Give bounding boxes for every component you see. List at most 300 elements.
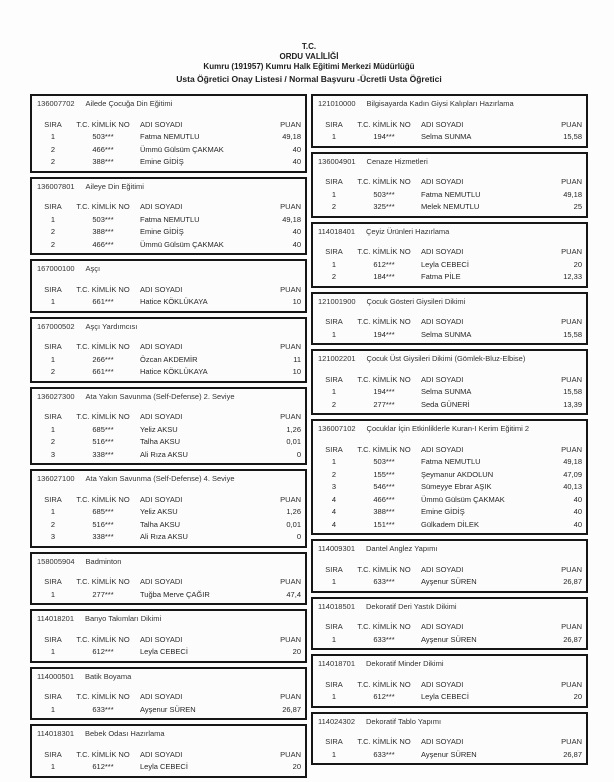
column-header-adi: ADI SOYADI: [421, 679, 464, 689]
cell-sira: 2: [331, 202, 337, 212]
column-header-kimlik: T.C. KİMLİK NO: [357, 444, 411, 454]
table-row: [32, 506, 305, 519]
table-row: [32, 354, 305, 367]
table-row: [32, 436, 305, 449]
column-header-puan: PUAN: [280, 342, 301, 351]
course-table: [30, 469, 307, 548]
column-header-kimlik: T.C. KİMLİK NO: [76, 202, 130, 211]
column-header-puan: PUAN: [561, 374, 582, 384]
column-header-sira: SIRA: [325, 247, 343, 256]
column-header-row: [32, 493, 305, 506]
course-table: [30, 552, 307, 606]
course-header: [313, 154, 586, 176]
course-code: 136007102: [318, 424, 356, 433]
cell-kimlik-no: 685***: [92, 507, 114, 517]
cell-kimlik-no: 194***: [373, 329, 395, 339]
document-header: [30, 42, 588, 84]
cell-adi-soyadi: Yeliz AKSU: [140, 424, 178, 434]
cell-sira: 1: [331, 259, 337, 269]
course-title: Çocuk Gösteri Giysileri Dikimi: [366, 296, 466, 306]
cell-kimlik-no: 277***: [373, 399, 395, 409]
course-header: [32, 554, 305, 576]
cell-kimlik-no: 546***: [373, 482, 395, 492]
cell-kimlik-no: 194***: [373, 387, 395, 397]
column-header-adi: ADI SOYADI: [140, 494, 183, 504]
course-code: 136027100: [37, 474, 75, 483]
cell-puan: 10: [292, 297, 301, 307]
course-header: [313, 224, 586, 246]
column-header-row: [32, 411, 305, 424]
cell-sira: 1: [331, 634, 337, 644]
table-row: [32, 519, 305, 532]
column-header-puan: PUAN: [561, 177, 582, 186]
cell-sira: 1: [50, 647, 56, 657]
column-header-adi: ADI SOYADI: [140, 202, 183, 211]
course-header: [32, 179, 305, 201]
cell-puan: 40: [573, 494, 582, 504]
course-code: 167000100: [37, 264, 75, 273]
cell-adi-soyadi: Ümmü Gülsüm ÇAKMAK: [140, 239, 224, 249]
column-header-puan: PUAN: [280, 494, 301, 504]
course-title: Ata Yakın Savunma (Self-Defense) 2. Seviye: [85, 391, 235, 401]
cell-kimlik-no: 633***: [373, 749, 395, 759]
cell-kimlik-no: 612***: [92, 647, 114, 657]
table-row: [32, 239, 305, 252]
column-header-puan: PUAN: [280, 202, 301, 211]
cell-sira: 2: [331, 272, 337, 282]
cell-puan: 40: [292, 157, 301, 167]
column-header-puan: PUAN: [561, 679, 582, 689]
column-header-adi: ADI SOYADI: [140, 119, 183, 129]
cell-puan: 40: [292, 227, 301, 237]
table-row: [32, 704, 305, 717]
course-table: [311, 94, 588, 148]
cell-kimlik-no: 685***: [92, 424, 114, 434]
cell-adi-soyadi: Emine GİDİŞ: [140, 227, 184, 237]
course-table: [311, 597, 588, 651]
column-header-adi: ADI SOYADI: [421, 564, 464, 574]
cell-kimlik-no: 466***: [92, 239, 114, 249]
cell-sira: 1: [331, 749, 337, 759]
course-table: [30, 259, 307, 313]
table-row: [32, 214, 305, 227]
column-header-adi: ADI SOYADI: [140, 634, 183, 644]
column-header-sira: SIRA: [44, 634, 62, 644]
column-header-row: [32, 118, 305, 131]
table-row: [32, 424, 305, 437]
column-header-puan: PUAN: [561, 444, 582, 454]
cell-puan: 26,87: [282, 704, 301, 714]
cell-sira: 4: [331, 519, 337, 529]
cell-kimlik-no: 661***: [92, 297, 114, 307]
course-header: [32, 611, 305, 633]
cell-puan: 26,87: [563, 577, 582, 587]
cell-puan: 0,01: [286, 437, 301, 447]
cell-kimlik-no: 338***: [92, 449, 114, 459]
cell-kimlik-no: 503***: [373, 457, 395, 467]
course-code: 114009301: [318, 544, 355, 553]
column-header-adi: ADI SOYADI: [421, 247, 464, 256]
course-code: 121001900: [318, 296, 356, 306]
cell-kimlik-no: 612***: [92, 762, 114, 772]
column-header-adi: ADI SOYADI: [140, 284, 183, 294]
cell-adi-soyadi: Leyla CEBECİ: [421, 692, 469, 702]
cell-kimlik-no: 388***: [373, 507, 395, 517]
course-title: Dekoratif Deri Yastık Dikimi: [365, 601, 457, 611]
course-table: [311, 349, 588, 415]
column-header-row: [32, 576, 305, 589]
course-header: [32, 319, 305, 341]
column-header-kimlik: T.C. KİMLİK NO: [76, 494, 130, 504]
cell-puan: 0,01: [286, 519, 301, 529]
cell-kimlik-no: 516***: [92, 519, 114, 529]
cell-kimlik-no: 661***: [92, 367, 114, 377]
column-header-puan: PUAN: [280, 749, 301, 759]
cell-adi-soyadi: Fatma NEMUTLU: [421, 189, 481, 199]
column-header-row: [313, 316, 586, 329]
cell-sira: 2: [331, 469, 337, 479]
cell-sira: 1: [331, 577, 337, 587]
course-title: Bebek Odası Hazırlama: [84, 729, 165, 738]
cell-sira: 3: [50, 449, 56, 459]
column-header-adi: ADI SOYADI: [140, 692, 183, 701]
column-header-sira: SIRA: [325, 622, 343, 631]
column-header-kimlik: T.C. KİMLİK NO: [76, 412, 130, 421]
right-table-column: [311, 94, 588, 769]
column-header-row: [313, 563, 586, 576]
column-header-kimlik: T.C. KİMLİK NO: [357, 564, 411, 574]
column-header-row: [313, 176, 586, 189]
table-row: [313, 494, 586, 507]
cell-sira: 4: [331, 494, 337, 504]
column-header-puan: PUAN: [561, 737, 582, 746]
column-header-sira: SIRA: [44, 494, 62, 504]
column-header-row: [32, 633, 305, 646]
cell-adi-soyadi: Emine GİDİŞ: [140, 157, 184, 167]
table-row: [313, 329, 586, 342]
cell-sira: 1: [331, 189, 337, 199]
cell-adi-soyadi: Sümeyye Ebrar AŞIK: [421, 482, 492, 492]
column-header-kimlik: T.C. KİMLİK NO: [357, 737, 411, 746]
cell-sira: 2: [50, 239, 56, 249]
table-row: [313, 259, 586, 272]
cell-sira: 2: [50, 227, 56, 237]
course-table: [311, 292, 588, 346]
table-row: [313, 131, 586, 144]
cell-puan: 40,13: [563, 482, 582, 492]
cell-adi-soyadi: Ayşenur SÜREN: [421, 634, 477, 644]
course-header: [313, 656, 586, 678]
cell-puan: 26,87: [563, 749, 582, 759]
column-header-adi: ADI SOYADI: [421, 317, 464, 326]
column-header-sira: SIRA: [44, 749, 62, 759]
cell-sira: 2: [50, 144, 56, 154]
course-code: 136027300: [37, 391, 75, 401]
cell-sira: 1: [331, 692, 337, 702]
cell-adi-soyadi: Seda GÜNERİ: [421, 399, 470, 409]
column-header-sira: SIRA: [44, 202, 62, 211]
column-header-adi: ADI SOYADI: [421, 177, 464, 186]
course-table: [30, 724, 307, 778]
course-code: 136007801: [37, 181, 75, 191]
cell-puan: 40: [292, 239, 301, 249]
cell-kimlik-no: 503***: [92, 214, 114, 224]
table-row: [313, 519, 586, 532]
column-header-adi: ADI SOYADI: [421, 119, 464, 129]
header-valilik: ORDU VALİLİĞİ: [279, 52, 339, 61]
table-row: [32, 296, 305, 309]
course-header: [313, 421, 586, 443]
cell-puan: 1,26: [286, 424, 301, 434]
cell-puan: 49,18: [563, 189, 582, 199]
cell-sira: 4: [331, 507, 337, 517]
table-row: [32, 646, 305, 659]
cell-sira: 1: [50, 704, 56, 714]
course-title: Dekoratif Tablo Yapımı: [365, 716, 442, 726]
table-columns: [30, 94, 588, 782]
course-table: [30, 317, 307, 383]
cell-sira: 1: [331, 387, 337, 397]
column-header-sira: SIRA: [44, 342, 62, 351]
course-code: 114018701: [318, 659, 355, 668]
cell-kimlik-no: 466***: [92, 144, 114, 154]
column-header-puan: PUAN: [561, 564, 582, 574]
cell-sira: 1: [50, 132, 56, 142]
cell-kimlik-no: 184***: [373, 272, 395, 282]
table-row: [313, 386, 586, 399]
cell-puan: 1,26: [286, 507, 301, 517]
column-header-puan: PUAN: [280, 412, 301, 421]
table-row: [313, 576, 586, 589]
table-row: [313, 749, 586, 762]
cell-sira: 2: [50, 157, 56, 167]
cell-adi-soyadi: Talha AKSU: [140, 437, 181, 447]
cell-kimlik-no: 388***: [92, 157, 114, 167]
course-title: Dekoratif Minder Dikimi: [365, 659, 444, 668]
table-row: [32, 589, 305, 602]
cell-kimlik-no: 338***: [92, 532, 114, 542]
course-code: 167000502: [37, 321, 75, 331]
table-row: [32, 226, 305, 239]
column-header-sira: SIRA: [44, 577, 62, 586]
cell-adi-soyadi: Fatma PİLE: [421, 272, 461, 282]
column-header-sira: SIRA: [325, 679, 343, 689]
course-title: Cenaze Hizmetleri: [366, 156, 428, 166]
table-row: [313, 271, 586, 284]
header-tc: T.C.: [301, 42, 317, 51]
cell-adi-soyadi: Ayşenur SÜREN: [421, 749, 477, 759]
table-row: [313, 201, 586, 214]
cell-puan: 12,33: [563, 272, 582, 282]
cell-adi-soyadi: Ümmü Gülsüm ÇAKMAK: [140, 144, 224, 154]
cell-puan: 10: [292, 367, 301, 377]
cell-kimlik-no: 612***: [373, 259, 395, 269]
cell-puan: 11: [293, 354, 301, 364]
cell-puan: 47,09: [563, 469, 582, 479]
column-header-kimlik: T.C. KİMLİK NO: [76, 749, 130, 759]
column-header-adi: ADI SOYADI: [140, 577, 183, 586]
table-row: [32, 531, 305, 544]
course-title: Aşçı Yardımcısı: [85, 321, 138, 331]
column-header-puan: PUAN: [280, 284, 301, 294]
column-header-puan: PUAN: [561, 622, 582, 631]
cell-sira: 2: [50, 437, 56, 447]
column-header-kimlik: T.C. KİMLİK NO: [357, 119, 411, 129]
column-header-sira: SIRA: [325, 564, 343, 574]
cell-sira: 1: [331, 132, 337, 142]
course-code: 121002201: [318, 354, 356, 363]
course-code: 121010000: [318, 99, 356, 108]
column-header-kimlik: T.C. KİMLİK NO: [76, 634, 130, 644]
cell-puan: 0: [296, 449, 301, 459]
column-header-kimlik: T.C. KİMLİK NO: [76, 342, 130, 351]
table-row: [313, 691, 586, 704]
column-header-sira: SIRA: [44, 692, 62, 701]
course-title: Banyo Takımları Dikimi: [84, 614, 162, 623]
cell-sira: 1: [50, 297, 56, 307]
table-row: [313, 481, 586, 494]
course-code: 158005904: [37, 556, 75, 566]
cell-adi-soyadi: Hatice KÖKLÜKAYA: [140, 297, 208, 307]
cell-adi-soyadi: Leyla CEBECİ: [140, 647, 188, 657]
cell-kimlik-no: 503***: [92, 132, 114, 142]
column-header-adi: ADI SOYADI: [140, 749, 183, 759]
table-row: [32, 366, 305, 379]
column-header-sira: SIRA: [325, 737, 343, 746]
column-header-row: [32, 283, 305, 296]
column-header-sira: SIRA: [44, 284, 62, 294]
cell-puan: 15,58: [563, 387, 582, 397]
cell-kimlik-no: 612***: [373, 692, 395, 702]
column-header-row: [313, 246, 586, 259]
column-header-puan: PUAN: [280, 119, 301, 129]
column-header-sira: SIRA: [325, 177, 343, 186]
cell-sira: 1: [331, 329, 337, 339]
cell-puan: 40: [292, 144, 301, 154]
course-header: [32, 389, 305, 411]
course-table: [30, 177, 307, 256]
cell-adi-soyadi: Şeymanur AKDOLUN: [421, 469, 494, 479]
cell-adi-soyadi: Gülkadem DİLEK: [421, 519, 479, 529]
course-title: Dantel Anglez Yapımı: [365, 544, 438, 553]
course-header: [313, 351, 586, 373]
column-header-kimlik: T.C. KİMLİK NO: [357, 679, 411, 689]
column-header-sira: SIRA: [325, 119, 343, 129]
column-header-sira: SIRA: [44, 412, 62, 421]
cell-kimlik-no: 633***: [92, 704, 114, 714]
left-table-column: [30, 94, 307, 782]
cell-puan: 20: [573, 692, 582, 702]
cell-kimlik-no: 194***: [373, 132, 395, 142]
table-row: [313, 399, 586, 412]
cell-puan: 47,4: [286, 589, 301, 599]
cell-kimlik-no: 466***: [373, 494, 395, 504]
cell-kimlik-no: 266***: [92, 354, 114, 364]
course-code: 114018201: [37, 614, 74, 623]
cell-sira: 1: [50, 214, 56, 224]
course-title: Bilgisayarda Kadın Giysi Kalıpları Hazırlama: [366, 99, 514, 108]
column-header-adi: ADI SOYADI: [421, 737, 464, 746]
course-header: [32, 96, 305, 118]
table-row: [313, 634, 586, 647]
course-table: [311, 654, 588, 708]
course-title: Çocuk Üst Giysileri Dikimi (Gömlek-Bluz-Elbise): [366, 354, 526, 363]
cell-sira: 1: [50, 424, 56, 434]
cell-kimlik-no: 151***: [373, 519, 395, 529]
cell-adi-soyadi: Yeliz AKSU: [140, 507, 178, 517]
course-table: [30, 94, 307, 173]
cell-adi-soyadi: Ali Rıza AKSU: [140, 449, 188, 459]
column-header-row: [313, 443, 586, 456]
cell-kimlik-no: 633***: [373, 577, 395, 587]
cell-adi-soyadi: Ayşenur SÜREN: [140, 704, 196, 714]
cell-adi-soyadi: Fatma NEMUTLU: [140, 214, 200, 224]
cell-kimlik-no: 503***: [373, 189, 395, 199]
cell-adi-soyadi: Leyla CEBECİ: [421, 259, 469, 269]
cell-adi-soyadi: Ali Rıza AKSU: [140, 532, 188, 542]
course-title: Aileye Din Eğitimi: [85, 181, 144, 191]
column-header-adi: ADI SOYADI: [140, 412, 183, 421]
column-header-kimlik: T.C. KİMLİK NO: [357, 177, 411, 186]
course-header: [313, 599, 586, 621]
cell-puan: 26,87: [563, 634, 582, 644]
course-table: [311, 712, 588, 766]
table-row: [32, 131, 305, 144]
course-table: [30, 387, 307, 466]
cell-puan: 40: [573, 507, 582, 517]
cell-sira: 1: [50, 354, 56, 364]
course-title: Çocuklar İçin Etkinliklerle Kuran-I Kerim Eğitimi 2: [366, 424, 530, 433]
column-header-row: [313, 118, 586, 131]
column-header-adi: ADI SOYADI: [421, 622, 464, 631]
course-code: 136007702: [37, 99, 75, 108]
cell-kimlik-no: 516***: [92, 437, 114, 447]
column-header-kimlik: T.C. KİMLİK NO: [76, 119, 130, 129]
table-row: [313, 456, 586, 469]
cell-puan: 13,39: [563, 399, 582, 409]
column-header-puan: PUAN: [280, 577, 301, 586]
course-table: [311, 539, 588, 593]
header-list-title: Usta Öğretici Onay Listesi / Normal Başvuru -Ücretli Usta Öğretici: [176, 74, 442, 84]
course-header: [313, 714, 586, 736]
cell-adi-soyadi: Selma SUNMA: [421, 329, 472, 339]
course-header: [313, 96, 586, 118]
cell-kimlik-no: 388***: [92, 227, 114, 237]
cell-puan: 15,58: [563, 132, 582, 142]
column-header-adi: ADI SOYADI: [140, 342, 183, 351]
cell-adi-soyadi: Fatma NEMUTLU: [421, 457, 481, 467]
course-code: 114018501: [318, 601, 355, 611]
cell-puan: 15,58: [563, 329, 582, 339]
cell-puan: 20: [292, 762, 301, 772]
cell-puan: 49,18: [563, 457, 582, 467]
table-row: [313, 469, 586, 482]
column-header-kimlik: T.C. KİMLİK NO: [357, 622, 411, 631]
column-header-kimlik: T.C. KİMLİK NO: [357, 374, 411, 384]
course-header: [32, 669, 305, 691]
column-header-puan: PUAN: [280, 692, 301, 701]
course-table: [311, 222, 588, 288]
cell-kimlik-no: 277***: [92, 589, 114, 599]
cell-adi-soyadi: Özcan AKDEMİR: [140, 354, 198, 364]
course-title: Badminton: [85, 556, 122, 566]
course-code: 114024302: [318, 716, 355, 726]
column-header-row: [32, 691, 305, 704]
column-header-sira: SIRA: [325, 317, 343, 326]
column-header-kimlik: T.C. KİMLİK NO: [76, 577, 130, 586]
cell-sira: 3: [50, 532, 56, 542]
course-table: [30, 609, 307, 663]
